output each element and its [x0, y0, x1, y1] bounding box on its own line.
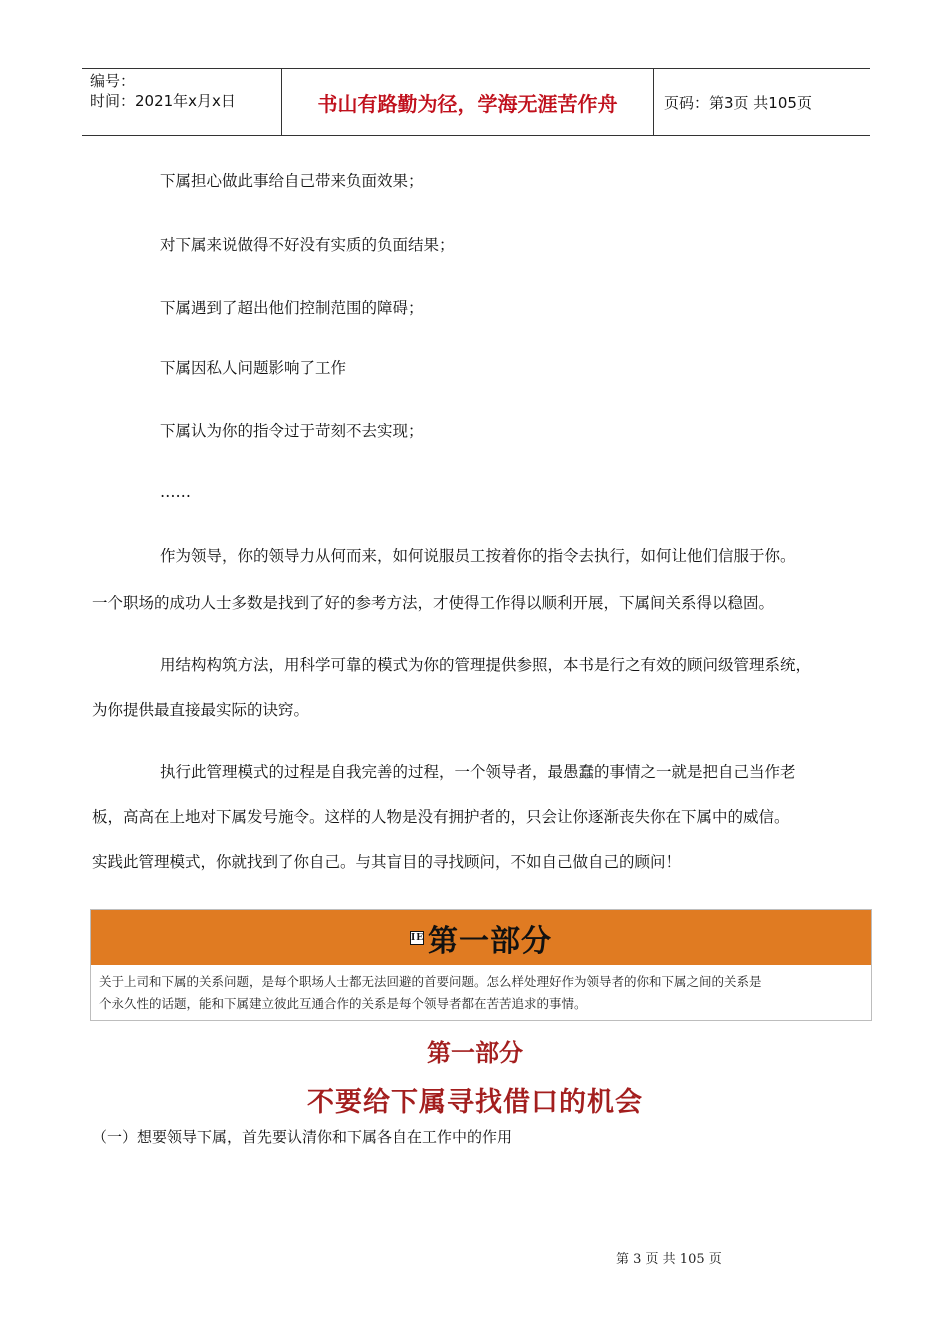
- paragraph-line: 用结构构筑方法，用科学可靠的模式为你的管理提供参照，本书是行之有效的顾问级管理系统，: [160, 656, 812, 674]
- paragraph-line: 一个职场的成功人士多数是找到了好的参考方法，才使得工作得以顺利开展，下属间关系得以稳固。: [92, 594, 775, 612]
- list-item: 下属遇到了超出他们控制范围的障碍；: [160, 299, 424, 317]
- header-motto: 书山有路勤为径，学海无涯苦作舟: [282, 69, 654, 135]
- section-banner: [90, 909, 872, 1021]
- description-line: 个永久性的话题，能和下属建立彼此互通合作的关系是每个领导者都在苦苦追求的事情。: [99, 996, 587, 1011]
- header-page-info: 页码：第3页 共105页: [664, 93, 812, 112]
- section-banner-title: 第一部分: [428, 923, 552, 959]
- section-banner-bar: [91, 910, 871, 965]
- paragraph-line: 为你提供最直接最实际的诀窍。: [92, 701, 310, 719]
- number-label: 编号：: [90, 72, 136, 90]
- subsection-heading: （一）想要领导下属，首先要认清你和下属各自在工作中的作用: [92, 1128, 513, 1146]
- page-footer: 第 3 页 共 105 页: [616, 1252, 722, 1267]
- paragraph-line: 执行此管理模式的过程是自我完善的过程，一个领导者，最愚蠢的事情之一就是把自己当作老: [160, 763, 796, 781]
- header-meta: [82, 69, 282, 135]
- paragraph-line: 作为领导，你的领导力从何而来，如何说服员工按着你的指令去执行，如何让他们信服于你。: [160, 547, 796, 565]
- list-item: 下属认为你的指令过于苛刻不去实现；: [160, 422, 424, 440]
- section-banner-description: [91, 965, 871, 1021]
- document-icon: IE: [411, 932, 425, 943]
- chapter-title: 不要给下属寻找借口的机会: [307, 1087, 643, 1118]
- list-item-ellipsis: ……: [160, 483, 191, 501]
- description-line: 关于上司和下属的关系问题，是每个职场人士都无法回避的首要问题。怎么样处理好作为领导者的你和下属之间的关系是: [99, 974, 762, 989]
- part-heading: 第一部分: [427, 1038, 523, 1067]
- paragraph-line: 实践此管理模式，你就找到了你自己。与其盲目的寻找顾问，不如自己做自己的顾问！: [92, 853, 682, 871]
- list-item: 对下属来说做得不好没有实质的负面结果；: [160, 236, 455, 254]
- list-item: 下属担心做此事给自己带来负面效果；: [160, 172, 424, 190]
- page-header: [82, 68, 870, 136]
- paragraph-line: 板，高高在上地对下属发号施令。这样的人物是没有拥护者的，只会让你逐渐丧失你在下属中的威信。: [92, 808, 790, 826]
- time-label: 时间：2021年x月x日: [90, 92, 236, 110]
- list-item: 下属因私人问题影响了工作: [160, 359, 347, 377]
